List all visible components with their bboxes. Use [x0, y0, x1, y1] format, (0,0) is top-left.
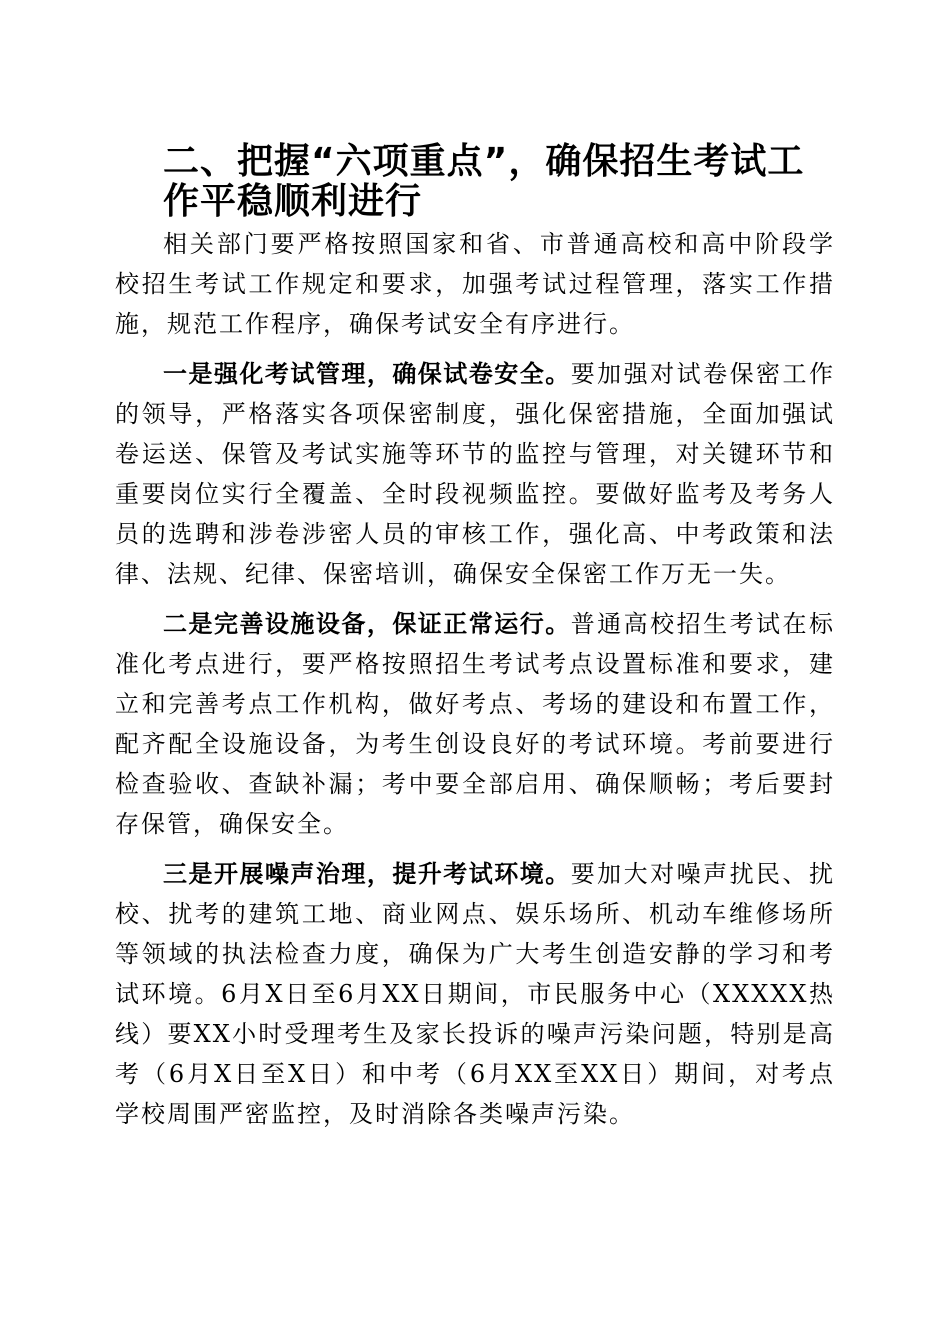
item-body-3: 要加大对噪声扰民、扰校、扰考的建筑工地、商业网点、娱乐场所、机动车维修场所等领域的执法检查力度，确保为广大考生创造安静的学习和考试环境。6月X日至6月XX日期间，市民服务中心（XXXXX热线）要XX小时受理考生及家长投诉的噪声污染问题，特别是高考（6月X日至X日）和中考（6月XX至XX日）期间，对考点学校周围严密监控，及时消除各类噪声污染。 [115, 860, 836, 1128]
item-lead-3: 三是开展噪声治理，提升考试环境。 [163, 860, 571, 888]
item-paragraph-2 [115, 604, 835, 844]
section-heading: 二、把握“六项重点”，确保招生考试工作平稳顺利进行 [163, 141, 805, 222]
item-paragraph-1 [115, 354, 835, 594]
item-lead-1: 一是强化考试管理，确保试卷安全。 [163, 360, 571, 388]
item-body-2: 普通高校招生考试在标准化考点进行，要严格按照招生考试考点设置标准和要求，建立和完善考点工作机构，做好考点、考场的建设和布置工作，配齐配全设施设备，为考生创设良好的考试环境。考前要进行检查验收、查缺补漏；考中要全部启用、确保顺畅；考后要封存保管，确保安全。 [115, 610, 836, 838]
item-body-1: 要加强对试卷保密工作的领导，严格落实各项保密制度，强化保密措施，全面加强试卷运送、保管及考试实施等环节的监控与管理，对关键环节和重要岗位实行全覆盖、全时段视频监控。要做好监考及考务人员的选聘和涉卷涉密人员的审核工作，强化高、中考政策和法律、法规、纪律、保密培训，确保安全保密工作万无一失。 [115, 360, 836, 588]
item-paragraph-3 [115, 854, 835, 1134]
document-body [115, 142, 835, 1134]
item-lead-2: 二是完善设施设备，保证正常运行。 [163, 610, 571, 638]
intro-paragraph: 相关部门要严格按照国家和省、市普通高校和高中阶段学校招生考试工作规定和要求，加强考试过程管理，落实工作措施，规范工作程序，确保考试安全有序进行。 [115, 230, 835, 338]
